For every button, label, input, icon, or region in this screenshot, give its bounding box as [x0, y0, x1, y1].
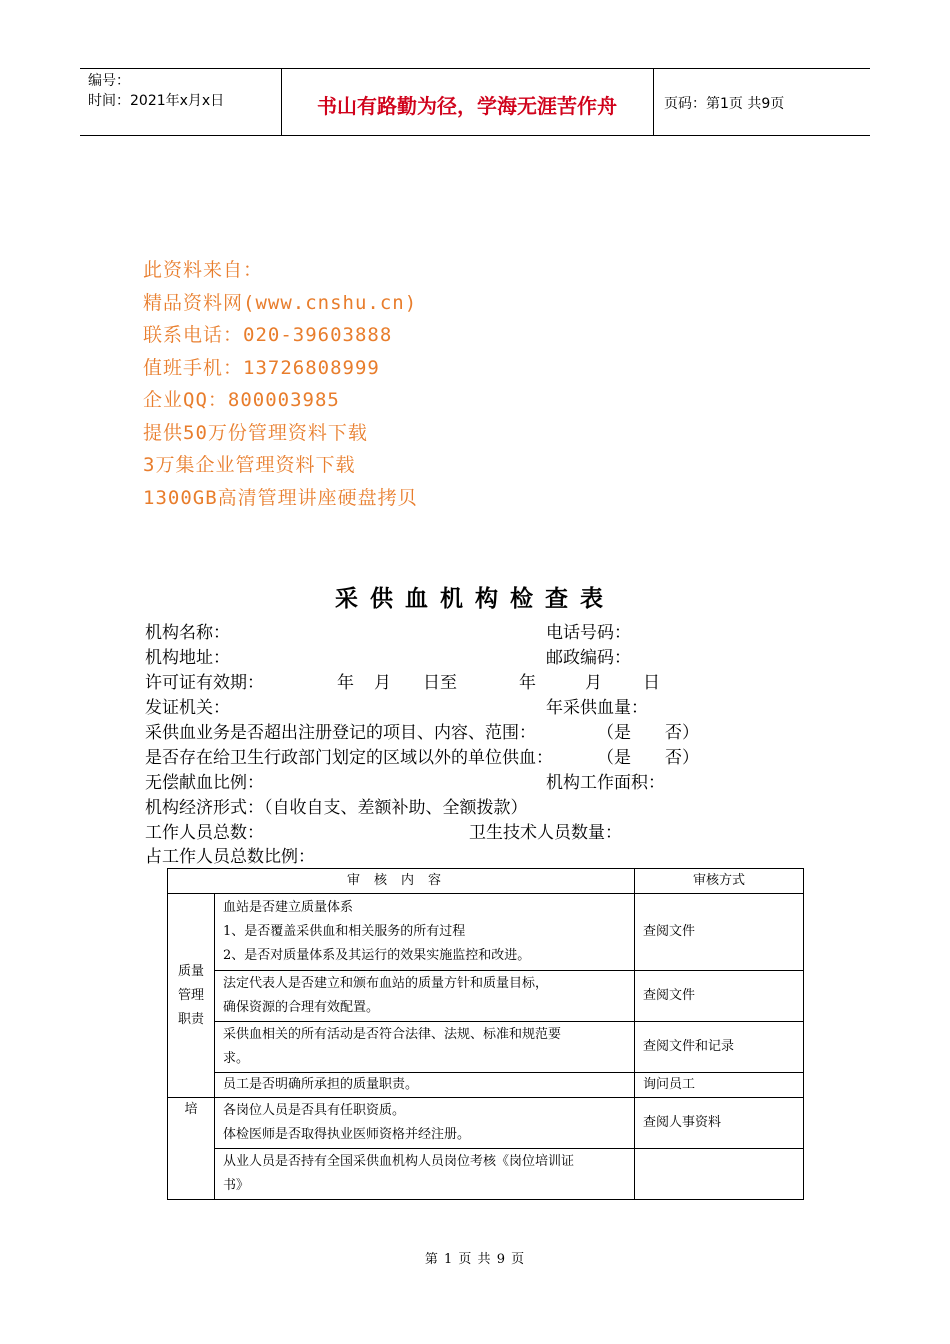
- content-line: 采供血相关的所有活动是否符合法律、法规、标准和规范要: [223, 1027, 562, 1042]
- number-label: 编号：: [88, 73, 130, 89]
- content-line: 各岗位人员是否具有任职资质。: [223, 1103, 406, 1118]
- work-area-label: 机构工作面积：: [546, 773, 665, 793]
- method-cell: [635, 1149, 804, 1200]
- staff-total-label: 工作人员总数：: [145, 823, 264, 843]
- issuer-label: 发证机关：: [145, 698, 230, 718]
- table-header-row: [168, 869, 804, 894]
- region-question: 是否存在给卫生行政部门划定的区域以外的单位供血：: [145, 748, 553, 768]
- org-address-label: 机构地址：: [145, 648, 230, 668]
- method-cell: 查阅文件: [635, 971, 804, 1022]
- category-quality-cell: 质量管理职责: [168, 894, 215, 1098]
- table-row: [168, 971, 804, 1022]
- license-month-start: 月: [374, 673, 391, 693]
- category-training-cell: 培: [168, 1098, 215, 1200]
- promo-line: 此资料来自：: [143, 259, 264, 281]
- region-options: （是 否）: [597, 748, 699, 768]
- economic-form-label: 机构经济形式：（自收自支、差额补助、全额拨款）: [145, 798, 528, 818]
- content-line: 确保资源的合理有效配置。: [223, 1000, 380, 1015]
- content-line: 血站是否建立质量体系: [223, 900, 354, 915]
- license-validity-label: 许可证有效期：: [145, 673, 264, 693]
- table-row: [168, 1149, 804, 1200]
- document-title: 采供血机构检查表: [335, 585, 615, 612]
- table-row: [168, 1098, 804, 1149]
- license-year-end: 年: [519, 673, 536, 693]
- annual-blood-label: 年采供血量：: [546, 698, 648, 718]
- phone-label: 电话号码：: [546, 623, 631, 643]
- method-cell: 询问员工: [635, 1073, 804, 1098]
- content-cell: [215, 1073, 635, 1098]
- content-cell: [215, 1098, 635, 1149]
- time-label: 时间：2021年x月x日: [88, 93, 225, 109]
- scope-question: 采供血业务是否超出注册登记的项目、内容、范围：: [145, 723, 536, 743]
- promo-line: 企业QQ：800003985: [143, 389, 340, 411]
- table-row: [168, 1022, 804, 1073]
- content-cell: [215, 894, 635, 971]
- scope-options: （是 否）: [597, 723, 699, 743]
- content-line: 体检医师是否取得执业医师资格并经注册。: [223, 1127, 471, 1142]
- license-day-end: 日: [643, 673, 660, 693]
- license-year-start: 年: [337, 673, 354, 693]
- table-row: [168, 894, 804, 971]
- header-top-rule: [80, 68, 870, 69]
- content-cell: [215, 1022, 635, 1073]
- license-month-end: 月: [585, 673, 602, 693]
- header-method-cell: 审核方式: [635, 869, 804, 894]
- promo-line: 3万集企业管理资料下载: [143, 454, 356, 476]
- content-line: 1、是否覆盖采供血和相关服务的所有过程: [223, 924, 466, 939]
- content-line: 求。: [223, 1051, 250, 1066]
- method-cell: 查阅人事资料: [635, 1098, 804, 1149]
- audit-table: [167, 868, 804, 1200]
- content-cell: [215, 1149, 635, 1200]
- header-page-code: 页码：第1页 共9页: [664, 96, 785, 112]
- promo-block: [143, 254, 418, 514]
- content-line: 书》: [223, 1178, 250, 1193]
- ratio-total-label: 占工作人员总数比例：: [145, 847, 315, 867]
- method-cell: 查阅文件: [635, 894, 804, 971]
- content-line: 2、是否对质量体系及其运行的效果实施监控和改进。: [223, 948, 531, 963]
- content-cell: [215, 971, 635, 1022]
- promo-line: 精品资料网(www.cnshu.cn): [143, 291, 418, 314]
- promo-line: 提供50万份管理资料下载: [143, 421, 368, 444]
- content-line: 法定代表人是否建立和颁布血站的质量方针和质量目标，: [223, 976, 549, 991]
- postcode-label: 邮政编码：: [546, 648, 631, 668]
- table-row: [168, 1073, 804, 1098]
- header-content-cell: 审核内容: [168, 869, 635, 894]
- header-motto: 书山有路勤为径，学海无涯苦作舟: [317, 94, 617, 118]
- promo-line: 1300GB高清管理讲座硬盘拷贝: [143, 486, 418, 509]
- donation-ratio-label: 无偿献血比例：: [145, 773, 264, 793]
- page-footer: 第 1 页 共 9 页: [424, 1252, 526, 1267]
- content-line: 员工是否明确所承担的质量职责。: [223, 1077, 419, 1092]
- header-bottom-rule: [80, 135, 870, 136]
- method-cell: 查阅文件和记录: [635, 1022, 804, 1073]
- promo-line: 联系电话：020-39603888: [143, 324, 393, 346]
- content-line: 从业人员是否持有全国采供血机构人员岗位考核《岗位培训证: [223, 1154, 575, 1169]
- header-divider-right: [653, 68, 654, 136]
- promo-line: 值班手机：13726808999: [143, 356, 380, 379]
- license-day-to: 日至: [423, 673, 457, 693]
- org-name-label: 机构名称：: [145, 623, 230, 643]
- header-meta: [88, 71, 224, 111]
- tech-staff-label: 卫生技术人员数量：: [469, 823, 622, 843]
